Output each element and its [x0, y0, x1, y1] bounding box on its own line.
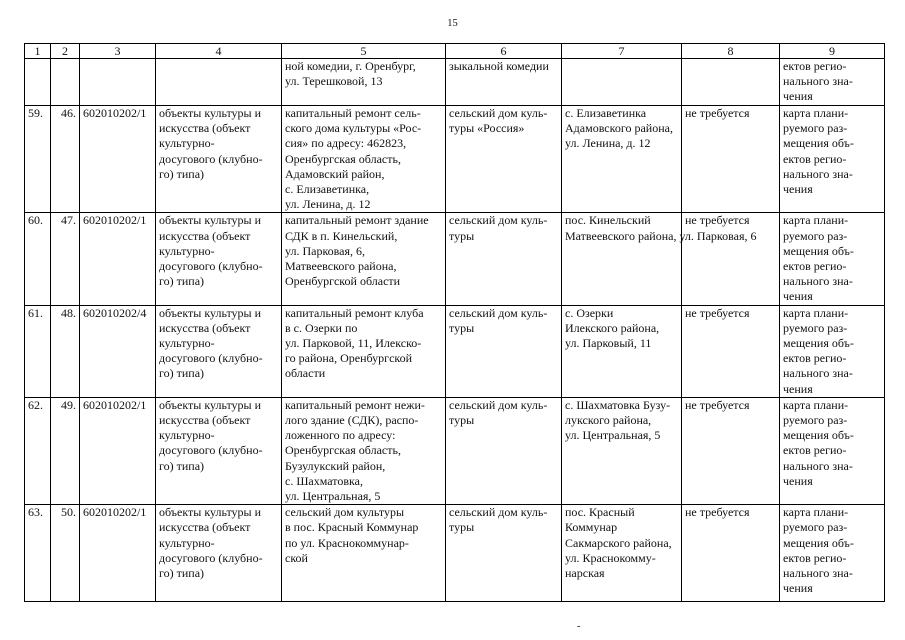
table-cell-item-number: 49.	[51, 397, 80, 504]
column-header: 3	[80, 44, 156, 59]
cell-text-line: в с. Озерки по	[285, 320, 358, 335]
table-cell-item-number: 48.	[51, 305, 80, 397]
cell-text-line: го) типа)	[159, 166, 205, 181]
table-cell-description	[282, 305, 446, 397]
cell-text-line: сельский дом куль-	[449, 213, 548, 228]
cell-text-line: нального зна-	[783, 74, 853, 89]
table-cell-item-number: 47.	[51, 213, 80, 305]
table-cell	[156, 59, 282, 106]
cell-text-line: капитальный ремонт сель-	[285, 106, 421, 120]
cell-text-line: го) типа)	[159, 366, 205, 381]
cell-text-line: досугового (клубно-	[159, 550, 263, 565]
cell-text-line: с. Озерки	[565, 305, 614, 320]
table-cell-map-reference	[780, 213, 885, 305]
cell-text-line: искусства (объект	[159, 121, 251, 136]
cell-text-line: ул. Центральная, 5	[565, 428, 661, 443]
cell-text-line: ул. Парковой, 11, Илекско-	[285, 336, 422, 351]
cell-text-line: объекты культуры и	[159, 505, 262, 520]
cell-text-line: руемого раз-	[783, 413, 848, 428]
cell-text-line: капитальный ремонт клуба	[285, 305, 424, 320]
table-cell-object-type	[156, 213, 282, 305]
table-cell-map-reference	[780, 106, 885, 213]
cell-text-line: ул. Парковый, 11	[565, 336, 652, 351]
table-cell-map-reference	[780, 305, 885, 397]
table-cell-object-type	[156, 397, 282, 504]
cell-text-line: ектов регио-	[783, 351, 847, 366]
table-cell-object-name	[446, 305, 562, 397]
table-cell-code: 602010202/4	[80, 305, 156, 397]
cell-text-line: ул. Терешковой, 13	[285, 74, 383, 89]
cell-text-line: карта плани-	[783, 505, 849, 520]
table-cell-description	[282, 213, 446, 305]
cell-text-line: искусства (объект	[159, 520, 251, 535]
cell-text-line: культурно-	[159, 243, 215, 258]
cell-text-line: ул. Краснокомму-	[565, 550, 656, 565]
cell-text-line: культурно-	[159, 428, 215, 443]
cell-text-line: мещения объ-	[783, 428, 854, 443]
table-cell-object-type	[156, 106, 282, 213]
cell-text-line: Оренбургская область,	[285, 443, 401, 458]
cell-text-line: досугового (клубно-	[159, 351, 263, 366]
table-cell-row-number: 61.	[25, 305, 51, 397]
footer-mark: -	[577, 621, 581, 632]
cell-text-line: туры	[449, 320, 475, 335]
cell-text-line: капитальный ремонт нежи-	[285, 397, 425, 412]
cell-text-line: мещения объ-	[783, 243, 854, 258]
table-cell-zone-status: не требуется	[682, 397, 780, 504]
cell-text-line: го) типа)	[159, 274, 205, 289]
cell-text-line: руемого раз-	[783, 228, 848, 243]
table-row-continuation	[25, 59, 885, 106]
cell-text-line: с. Елизаветинка	[565, 106, 647, 120]
cell-text-line: досугового (клубно-	[159, 259, 263, 274]
cell-text-line: Бузулукский район,	[285, 458, 386, 473]
cell-text-line: ектов регио-	[783, 443, 847, 458]
table-cell-description	[282, 59, 446, 106]
table-cell-object-type	[156, 305, 282, 397]
table-cell-zone-status: не требуется	[682, 505, 780, 602]
cell-text-line: мещения объ-	[783, 535, 854, 550]
column-header: 5	[282, 44, 446, 59]
cell-text-line: культурно-	[159, 336, 215, 351]
cell-text-line: нального зна-	[783, 274, 853, 289]
cell-text-line: ектов регио-	[783, 59, 847, 73]
cell-text-line: области	[285, 366, 326, 381]
cell-text-line: ул. Центральная, 5	[285, 489, 381, 504]
table-row	[25, 397, 885, 504]
cell-text-line: го) типа)	[159, 566, 205, 581]
cell-text-line: искусства (объект	[159, 413, 251, 428]
table-cell-code: 602010202/1	[80, 397, 156, 504]
column-header: 1	[25, 44, 51, 59]
cell-text-line: чения	[783, 473, 813, 488]
cell-text-line: сельский дом куль-	[449, 106, 548, 120]
cell-text-line: туры	[449, 520, 475, 535]
table-cell-code: 602010202/1	[80, 505, 156, 602]
cell-text-line: сия» по адресу: 462823,	[285, 136, 407, 151]
cell-text-line: туры	[449, 413, 475, 428]
cell-text-line: ектов регио-	[783, 259, 847, 274]
cell-text-line: объекты культуры и	[159, 213, 262, 228]
cell-text-line: досугового (клубно-	[159, 151, 263, 166]
table-cell-code: 602010202/1	[80, 213, 156, 305]
table-cell-code: 602010202/1	[80, 106, 156, 213]
table-row	[25, 305, 885, 397]
cell-text-line: ектов регио-	[783, 550, 847, 565]
cell-text-line: чения	[783, 289, 813, 304]
table-cell-item-number: 46.	[51, 106, 80, 213]
table-cell-map-reference	[780, 505, 885, 602]
table-cell-object-name	[446, 505, 562, 602]
cell-text-line: Оренбургской области	[285, 274, 401, 289]
table-cell	[562, 59, 682, 106]
cell-text-line: ской	[285, 550, 308, 565]
table-cell	[25, 59, 51, 106]
column-header: 2	[51, 44, 80, 59]
cell-text-line: карта плани-	[783, 397, 849, 412]
cell-text-line: пос. Кинельский	[565, 213, 651, 228]
cell-text-line: досугового (клубно-	[159, 443, 263, 458]
cell-text-line: карта плани-	[783, 106, 849, 120]
cell-text-line: Матвеевского района, ул. Парковая, 6	[565, 228, 757, 243]
column-header: 9	[780, 44, 885, 59]
column-header: 4	[156, 44, 282, 59]
page-number: 15	[447, 18, 458, 29]
cell-text-line: нального зна-	[783, 166, 853, 181]
document-table	[24, 43, 885, 602]
table-cell-description	[282, 505, 446, 602]
cell-text-line: с. Шахматовка,	[285, 473, 364, 488]
table-cell-zone-status: не требуется	[682, 106, 780, 213]
cell-text-line: нального зна-	[783, 458, 853, 473]
cell-text-line: сельский дом культуры	[285, 505, 405, 520]
cell-text-line: Адамовского района,	[565, 121, 673, 136]
cell-text-line: карта плани-	[783, 305, 849, 320]
cell-text-line: объекты культуры и	[159, 397, 262, 412]
cell-text-line: мещения объ-	[783, 136, 854, 151]
cell-text-line: лукского района,	[565, 413, 652, 428]
table-cell-map	[780, 59, 885, 106]
cell-text-line: ул. Ленина, д. 12	[285, 197, 371, 212]
cell-text-line: руемого раз-	[783, 121, 848, 136]
cell-text-line: руемого раз-	[783, 520, 848, 535]
table-row	[25, 505, 885, 602]
table-cell-object-name	[446, 397, 562, 504]
cell-text-line: ложенного по адресу:	[285, 428, 396, 443]
cell-text-line: искусства (объект	[159, 228, 251, 243]
cell-text-line: туры	[449, 228, 475, 243]
table-cell-object-type	[156, 505, 282, 602]
cell-text-line: пос. Красный	[565, 505, 635, 520]
cell-text-line: ского дома культуры «Рос-	[285, 121, 422, 136]
table-row	[25, 106, 885, 213]
table-cell-zone-status: не требуется	[682, 305, 780, 397]
cell-text-line: с. Шахматовка Бузу-	[565, 397, 671, 412]
cell-text-line: сельский дом куль-	[449, 397, 548, 412]
cell-text-line: нального зна-	[783, 566, 853, 581]
cell-text-line: с. Елизаветинка,	[285, 182, 370, 197]
table-cell-zone-status: не требуется	[682, 213, 780, 305]
table-cell-description	[282, 397, 446, 504]
cell-text-line: руемого раз-	[783, 320, 848, 335]
table-cell-location	[562, 505, 682, 602]
cell-text-line: объекты культуры и	[159, 106, 262, 120]
cell-text-line: ной комедии, г. Оренбург,	[285, 59, 416, 73]
cell-text-line: культурно-	[159, 535, 215, 550]
table-cell	[80, 59, 156, 106]
cell-text-line: карта плани-	[783, 213, 849, 228]
cell-text-line: в пос. Красный Коммунар	[285, 520, 419, 535]
cell-text-line: капитальный ремонт здание	[285, 213, 429, 228]
cell-text-line: ул. Парковая, 6,	[285, 243, 366, 258]
cell-text-line: Илекского района,	[565, 320, 660, 335]
table-cell-map-reference	[780, 397, 885, 504]
table-cell-row-number: 59.	[25, 106, 51, 213]
cell-text-line: ул. Ленина, д. 12	[565, 136, 651, 151]
cell-text-line: СДК в п. Кинельский,	[285, 228, 398, 243]
cell-text-line: чения	[783, 381, 813, 396]
table-cell-row-number: 62.	[25, 397, 51, 504]
cell-text-line: чения	[783, 89, 813, 104]
cell-text-line: нального зна-	[783, 366, 853, 381]
cell-text-line: туры «Россия»	[449, 121, 525, 136]
cell-text-line: мещения объ-	[783, 336, 854, 351]
cell-text-line: по ул. Краснокоммунар-	[285, 535, 409, 550]
cell-text-line: Сакмарского района,	[565, 535, 672, 550]
cell-text-line: чения	[783, 182, 813, 197]
table-cell-row-number: 63.	[25, 505, 51, 602]
cell-text-line: го) типа)	[159, 458, 205, 473]
column-header: 7	[562, 44, 682, 59]
table-cell-location	[562, 106, 682, 213]
table-cell-location	[562, 305, 682, 397]
table-cell-object-name	[446, 106, 562, 213]
table-header-row	[25, 44, 885, 59]
table-cell	[51, 59, 80, 106]
cell-text-line: объекты культуры и	[159, 305, 262, 320]
cell-text-line: чения	[783, 581, 813, 596]
column-header: 8	[682, 44, 780, 59]
cell-text-line: ектов регио-	[783, 151, 847, 166]
table-cell-object-name	[446, 59, 562, 106]
cell-text-line: сельский дом куль-	[449, 305, 548, 320]
table-cell-item-number: 50.	[51, 505, 80, 602]
cell-text-line: лого здание (СДК), распо-	[285, 413, 419, 428]
table-row	[25, 213, 885, 305]
cell-text-line: зыкальной комедии	[449, 59, 549, 73]
cell-text-line: культурно-	[159, 136, 215, 151]
table-cell-object-name	[446, 213, 562, 305]
table-body	[25, 106, 885, 602]
table-cell	[682, 59, 780, 106]
cell-text-line: Оренбургская область,	[285, 151, 401, 166]
cell-text-line: сельский дом куль-	[449, 505, 548, 520]
cell-text-line: го района, Оренбургской	[285, 351, 413, 366]
cell-text-line: искусства (объект	[159, 320, 251, 335]
cell-text-line: Адамовский район,	[285, 166, 385, 181]
table-cell-description	[282, 106, 446, 213]
cell-text-line: Матвеевского района,	[285, 259, 397, 274]
table-cell-location	[562, 397, 682, 504]
cell-text-line: Коммунар	[565, 520, 618, 535]
column-header: 6	[446, 44, 562, 59]
cell-text-line: нарская	[565, 566, 605, 581]
table-cell-row-number: 60.	[25, 213, 51, 305]
